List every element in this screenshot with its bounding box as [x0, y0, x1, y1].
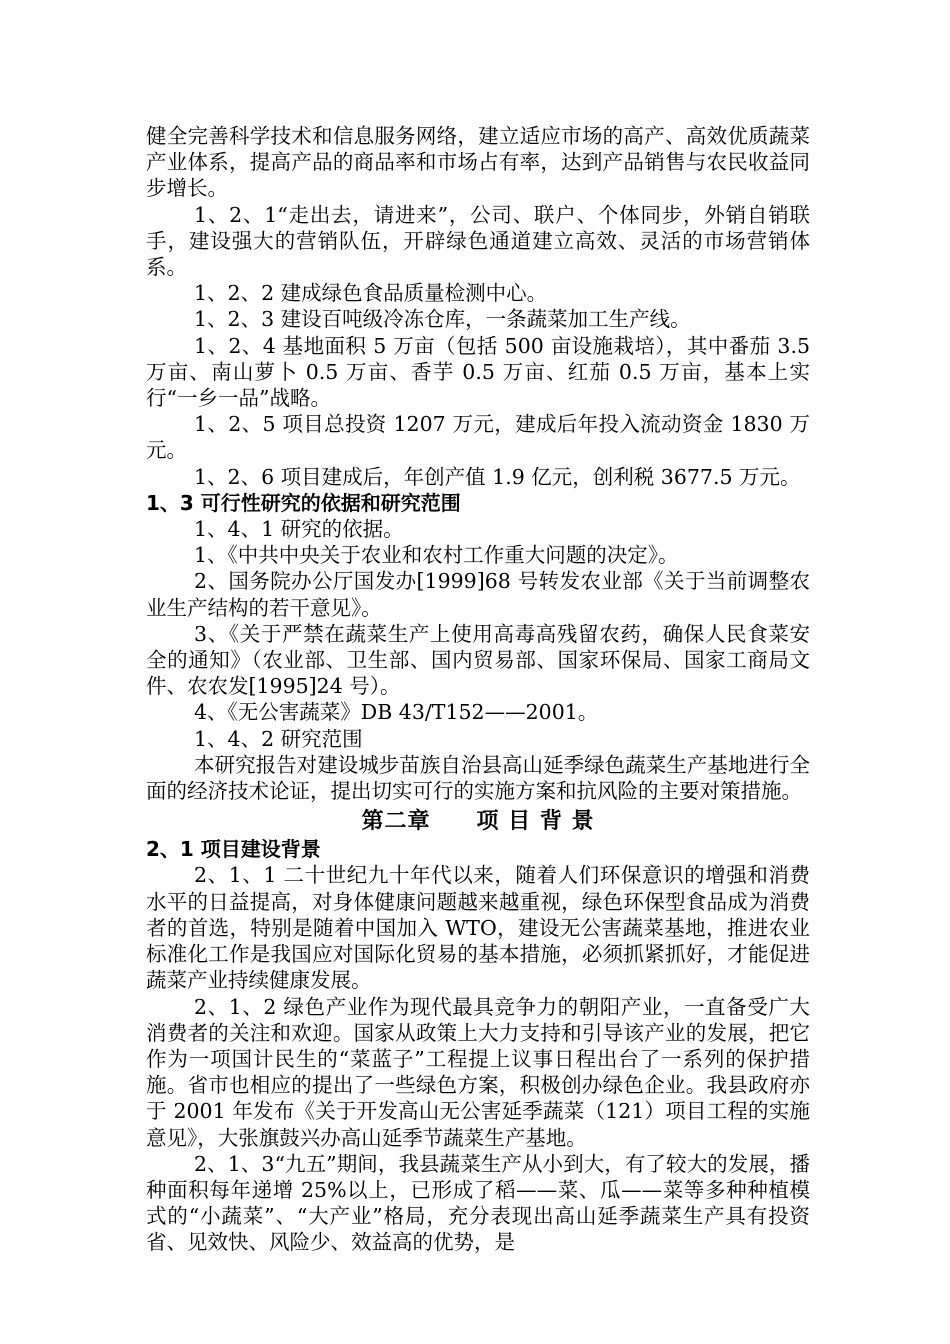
paragraph-2-1-2: 2、1、2 绿色产业作为现代最具竞争力的朝阳产业，一直备受广大消费者的关注和欢迎。国家从政策上大力支持和引导该产业的发展，把它作为一项国计民生的“菜蓝子”工程提上议事日程出台了一系列的保护措施。省市也相应的提出了一些绿色方案，积极创办绿色企业。我县政府亦于 2001 年发布《关于开发高山无公害延季蔬菜（121）项目工程的实施意见》，大张旗鼓兴办高山延季节蔬菜生产基地。: [146, 994, 810, 1150]
reference-item-4: 4、《无公害蔬菜》DB 43/T152——2001。: [194, 700, 599, 725]
paragraph-1-2-1: 1、2、1“走出去，请进来”，公司、联户、个体同步，外销自销联手，建设强大的营销队伍，开辟绿色通道建立高效、灵活的市场营销体系。: [146, 202, 810, 280]
document-page: [146, 123, 810, 1256]
section-heading-2-1: 2、1 项目建设背景: [146, 837, 321, 862]
paragraph-1-2-5: 1、2、5 项目总投资 1207 万元，建成后年投入流动资金 1830 万元。: [146, 412, 810, 463]
chapter-title: 第二章 项 目 背 景: [361, 809, 595, 835]
paragraph-intro-continued: 健全完善科学技术和信息服务网络，建立适应市场的高产、高效优质蔬菜产业体系，提高产品的商品率和市场占有率，达到产品销售与农民收益同步增长。: [146, 124, 810, 201]
paragraph-1-2-6: 1、2、6 项目建成后，年创产值 1.9 亿元，创利税 3677.5 万元。: [194, 464, 801, 489]
paragraph-1-4-1: 1、4、1 研究的依据。: [194, 517, 404, 542]
section-heading-1-3: 1、3 可行性研究的依据和研究范围: [146, 490, 461, 515]
paragraph-1-2-2: 1、2、2 建成绿色食品质量检测中心。: [194, 281, 548, 306]
paragraph-1-4-2: 1、4、2 研究范围: [194, 726, 363, 751]
paragraph-2-1-3: 2、1、3“九五”期间，我县蔬菜生产从小到大，有了较大的发展，播种面积每年递增 25%以上，已形成了稻——菜、瓜——菜等多种种植模式的“小蔬菜”、“大产业”格局，充分表现出高山延季蔬菜生产具有投资省、见效快、风险少、效益高的优势，是: [146, 1151, 810, 1255]
paragraph-1-2-4: 1、2、4 基地面积 5 万亩（包括 500 亩设施栽培），其中番茄 3.5 万亩、南山萝卜 0.5 万亩、香芋 0.5 万亩、红茄 0.5 万亩，基本上实行“一乡一品”战略。: [146, 333, 810, 411]
reference-item-3: 3、《关于严禁在蔬菜生产上使用高毒高残留农药，确保人民食菜安全的通知》（农业部、卫生部、国内贸易部、国家环保局、国家工商局文件、农农发[1995]24 号）。: [146, 621, 810, 699]
paragraph-2-1-1: 2、1、1 二十世纪九十年代以来，随着人们环保意识的增强和消费水平的日益提高，对身体健康问题越来越重视，绿色环保型食品成为消费者的首选，特别是随着中国加入 WTO，建设无公害蔬菜基地，推进农业标准化工作是我国应对国际化贸易的基本措施，必须抓紧抓好，才能促进蔬菜产业持续健康发展。: [146, 863, 810, 993]
paragraph-research-scope: 本研究报告对建设城步苗族自治县高山延季绿色蔬菜生产基地进行全面的经济技术论证，提出切实可行的实施方案和抗风险的主要对策措施。: [146, 752, 810, 804]
paragraph-1-2-3: 1、2、3 建设百吨级冷冻仓库，一条蔬菜加工生产线。: [194, 307, 691, 332]
reference-item-1: 1、《中共中央关于农业和农村工作重大问题的决定》。: [194, 543, 679, 568]
reference-item-2: 2、国务院办公厅国发办[1999]68 号转发农业部《关于当前调整农业生产结构的若干意见》。: [146, 569, 810, 620]
